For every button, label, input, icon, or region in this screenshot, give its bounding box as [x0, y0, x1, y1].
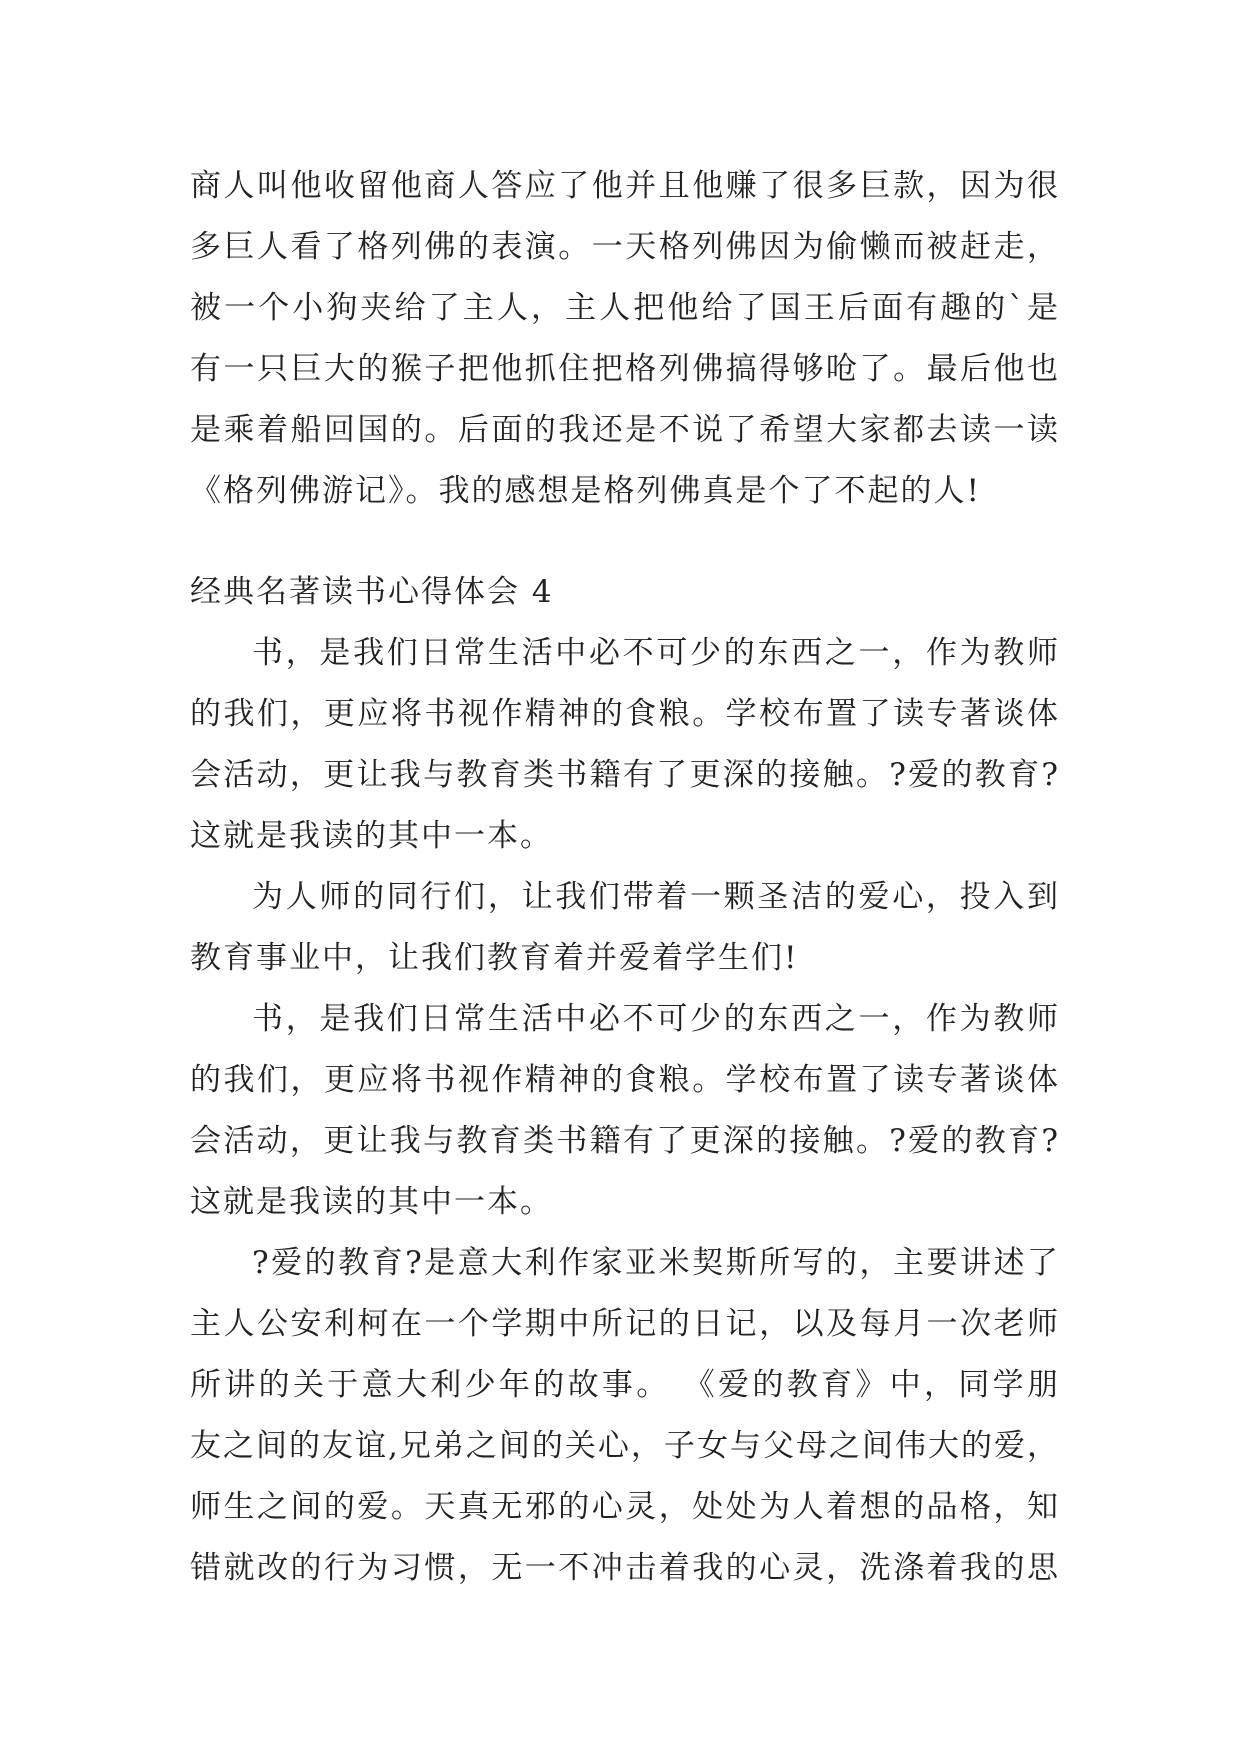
text-line: 所讲的关于意大利少年的故事。 《爱的教育》中，同学朋 [190, 1367, 1060, 1403]
text-line: 书，是我们日常生活中必不可少的东西之一，作为教师 [252, 635, 1060, 671]
text-line: 是乘着船回国的。后面的我还是不说了希望大家都去读一读 [190, 412, 1060, 448]
text-line: ?爱的教育?是意大利作家亚米契斯所写的，主要讲述了 [252, 1245, 1060, 1281]
text-line: 多巨人看了格列佛的表演。一天格列佛因为偷懒而被赶走， [190, 229, 1060, 265]
text-line: 《格列佛游记》。我的感想是格列佛真是个了不起的人! [190, 473, 981, 509]
section-body [190, 623, 1060, 1599]
text-line: 商人叫他收留他商人答应了他并且他赚了很多巨款，因为很 [190, 168, 1060, 204]
text-line: 友之间的友谊,兄弟之间的关心，子女与父母之间伟大的爱， [190, 1428, 1060, 1464]
text-line: 师生之间的爱。天真无邪的心灵，处处为人着想的品格，知 [190, 1489, 1060, 1525]
text-line: 的我们，更应将书视作精神的食粮。学校布置了读专著谈体 [190, 1062, 1060, 1098]
text-line: 教育事业中，让我们教育着并爱着学生们! [190, 940, 799, 976]
text-line: 的我们，更应将书视作精神的食粮。学校布置了读专著谈体 [190, 696, 1060, 732]
text-line: 书，是我们日常生活中必不可少的东西之一，作为教师 [252, 1001, 1060, 1037]
text-line: 主人公安利柯在一个学期中所记的日记，以及每月一次老师 [190, 1306, 1060, 1342]
text-line: 会活动，更让我与教育类书籍有了更深的接触。?爱的教育? [190, 757, 1060, 793]
text-line: 被一个小狗夹给了主人，主人把他给了国王后面有趣的`是 [190, 290, 1060, 326]
text-line: 为人师的同行们，让我们带着一颗圣洁的爱心，投入到 [252, 879, 1060, 915]
text-line: 有一只巨大的猴子把他抓住把格列佛搞得够呛了。最后他也 [190, 351, 1060, 387]
continuation-paragraph [190, 156, 1060, 522]
section-heading: 经典名著读书心得体会 4 [190, 574, 554, 610]
text-line: 这就是我读的其中一本。 [190, 1184, 553, 1220]
text-line: 错就改的行为习惯，无一不冲击着我的心灵，洗涤着我的思 [190, 1550, 1060, 1586]
text-line: 会活动，更让我与教育类书籍有了更深的接触。?爱的教育? [190, 1123, 1060, 1159]
text-line: 这就是我读的其中一本。 [190, 818, 553, 854]
